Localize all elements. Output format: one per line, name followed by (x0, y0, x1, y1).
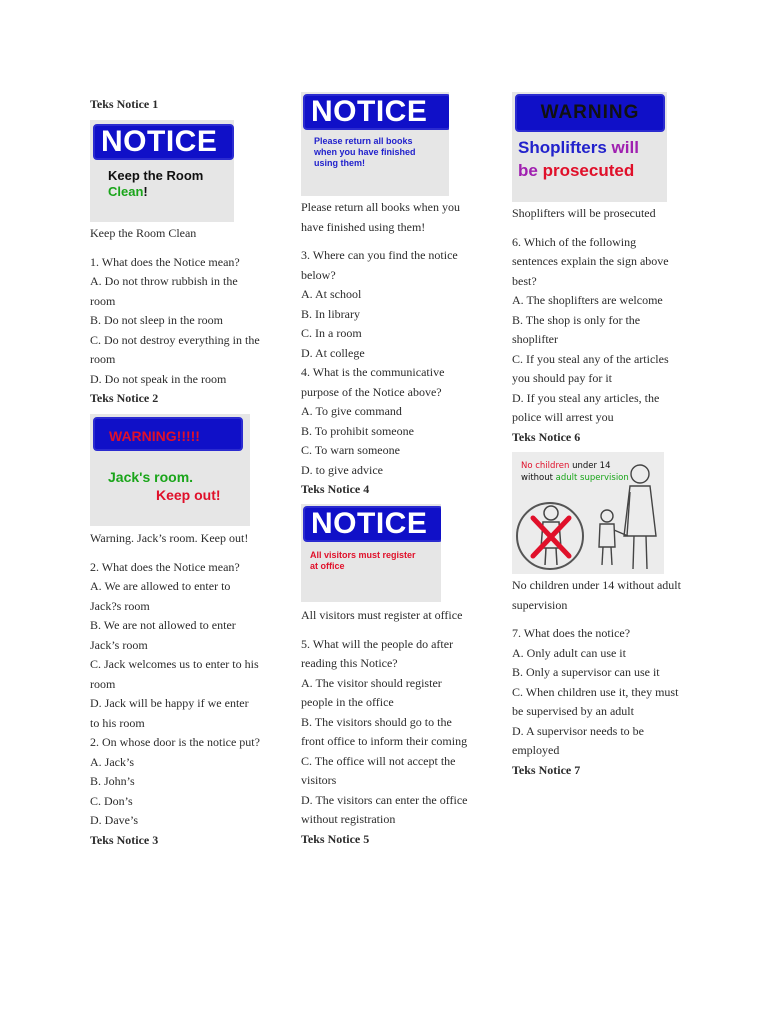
option-d: D. to give advice (301, 462, 383, 477)
sign-word: prosecuted (542, 161, 635, 180)
notice-5-sign (512, 92, 667, 202)
option-b: B. John’s (90, 774, 135, 788)
option-a: A. Jack’s (90, 754, 134, 769)
adult-icon (624, 465, 656, 569)
option-d: D. The visitors can enter the office without registration (301, 792, 468, 826)
option-a: A. We are allowed to enter to Jack?s room (90, 579, 231, 613)
sign-line: All visitors must register (310, 550, 416, 560)
no-children-illustration (512, 452, 664, 574)
option-d: D. A supervisor needs to be employed (512, 723, 644, 757)
sign-word: Shoplifters (518, 138, 607, 157)
option-a: A. At school (301, 287, 362, 301)
warning-banner: WARNING (515, 94, 665, 132)
sign-word: adult supervision (555, 473, 629, 483)
question-text: 4. What is the communicative purpose of the Notice above? (301, 365, 445, 399)
notice-4-sign (301, 504, 441, 602)
question-2 (90, 558, 260, 734)
sign-line: Keep the Room (108, 168, 204, 183)
caption-notice-4: All visitors must register at office (301, 608, 463, 622)
heading-notice-3: Teks Notice 3 (90, 832, 159, 847)
notice-3-sign (301, 92, 449, 196)
notice-banner: NOTICE (93, 124, 234, 160)
question-text: 6. Which of the following sentences explain the sign above best? (512, 234, 669, 288)
question-2b (90, 733, 260, 831)
option-a: A. The visitor should register people in the office (301, 675, 442, 709)
option-b: B. To prohibit someone (301, 423, 414, 438)
option-b: B. Only a supervisor can use it (512, 665, 660, 679)
column-1 (90, 95, 260, 115)
heading-notice-5: Teks Notice 5 (301, 831, 370, 846)
option-c: C. Don’s (90, 793, 133, 808)
question-text: 2. On whose door is the notice put? (90, 735, 260, 749)
question-text: 1. What does the Notice mean? (90, 254, 240, 269)
sign-line: when you have finished (314, 147, 416, 157)
option-b: B. We are not allowed to enter Jack’s room (90, 618, 236, 652)
caption-notice-6: No children under 14 without adult supervision (512, 578, 681, 612)
sign-word: will (611, 138, 639, 157)
sign-word-clean: Clean (108, 184, 144, 199)
sign-word: No children (521, 461, 570, 471)
heading-notice-1: Teks Notice 1 (90, 97, 159, 111)
notice-2-sign (90, 414, 250, 526)
heading-notice-7: Teks Notice 7 (512, 762, 581, 777)
option-d: D. Do not speak in the room (90, 371, 227, 386)
question-1 (90, 253, 260, 390)
caption-notice-2: Warning. Jack’s room. Keep out! (90, 531, 249, 545)
option-b: B. The shop is only for the shoplifter (512, 312, 641, 346)
option-c: C. Jack welcomes us to enter to his room (90, 657, 259, 691)
option-a: A. Only adult can use it (512, 645, 626, 660)
option-b: B. The visitors should go to the front office to inform their coming (301, 714, 468, 748)
sign-line: Please return all books (314, 136, 413, 146)
notice-banner: NOTICE (303, 506, 441, 542)
question-text: 5. What will the people do after reading this Notice? (301, 636, 454, 670)
question-5 (301, 635, 471, 830)
sign-word: under 14 (572, 461, 611, 471)
question-3 (301, 246, 471, 363)
child-icon (599, 510, 628, 565)
option-b: B. In library (301, 306, 360, 321)
sign-line: using them! (314, 158, 365, 168)
question-6 (512, 233, 682, 428)
heading-notice-6: Teks Notice 6 (512, 429, 581, 444)
notice-6-sign (512, 452, 664, 574)
question-text: 7. What does the notice? (512, 626, 631, 640)
option-c: C. The office will not accept the visitors (301, 753, 456, 787)
option-d: D. At college (301, 345, 365, 360)
option-c: C. In a room (301, 326, 362, 340)
caption-notice-3: Please return all books when you have finished using them! (301, 200, 460, 234)
sign-line-jacks-room: Jack's room. (108, 469, 194, 485)
heading-notice-4: Teks Notice 4 (301, 482, 370, 496)
option-d: D. Jack will be happy if we enter to his room (90, 696, 249, 730)
option-d: D. If you steal any articles, the police will arrest you (512, 390, 660, 424)
option-c: C. If you steal any of the articles you should pay for it (512, 351, 669, 385)
crossed-child-icon (517, 503, 583, 569)
notice-1-sign (90, 120, 234, 222)
question-4 (301, 363, 471, 480)
heading-notice-2: Teks Notice 2 (90, 391, 159, 405)
option-c: C. When children use it, they must be supervised by an adult (512, 684, 679, 718)
option-a: A. To give command (301, 404, 402, 418)
sign-exclamation: ! (143, 184, 148, 199)
caption-notice-1: Keep the Room Clean (90, 226, 197, 240)
warning-banner: WARNING!!!!! (93, 417, 243, 451)
option-d: D. Dave’s (90, 813, 138, 827)
option-b: B. Do not sleep in the room (90, 313, 223, 327)
option-c: C. To warn someone (301, 443, 400, 457)
sign-word: without (521, 473, 553, 483)
option-a: A. Do not throw rubbish in the room (90, 274, 238, 308)
caption-notice-5: Shoplifters will be prosecuted (512, 206, 656, 220)
option-c: C. Do not destroy everything in the room (90, 332, 260, 366)
notice-banner: NOTICE (303, 94, 449, 130)
sign-line-keep-out: Keep out! (156, 487, 221, 503)
question-text: 2. What does the Notice mean? (90, 559, 240, 574)
question-text: 3. Where can you find the notice below? (301, 248, 458, 282)
option-a: A. The shoplifters are welcome (512, 293, 663, 307)
question-7 (512, 624, 682, 761)
sign-word: be (518, 161, 538, 180)
sign-line: at office (310, 561, 345, 571)
